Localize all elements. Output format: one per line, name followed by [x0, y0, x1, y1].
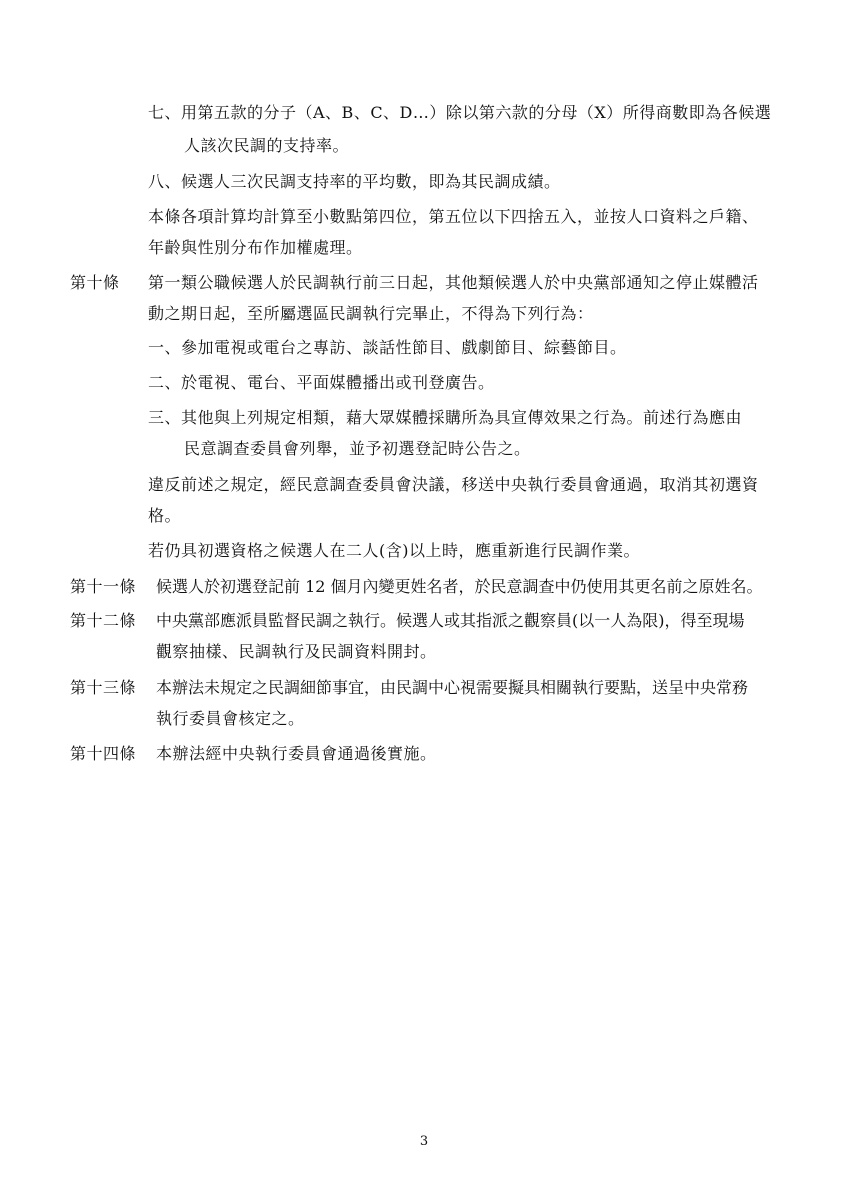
article-14-label: 第十四條: [70, 744, 137, 763]
article-10-line-1: 第一類公職候選人於民調執行前三日起，其他類候選人於中央黨部通知之停止媒體活: [148, 273, 759, 292]
article-10-violation-line-2: 格。: [148, 506, 182, 525]
article-10-violation-line-1: 違反前述之規定，經民意調查委員會決議，移送中央執行委員會通過，取消其初選資: [148, 475, 759, 494]
item-8: 八、候選人三次民調支持率的平均數，即為其民調成績。: [148, 172, 561, 191]
article-11-label: 第十一條: [70, 577, 137, 596]
article-11-line-1: 候選人於初選登記前 12 個月內變更姓名者，於民意調查中仍使用其更名前之原姓名。: [156, 577, 763, 596]
article-10-label: 第十條: [70, 273, 120, 292]
article-14-line-1: 本辦法經中央執行委員會通過後實施。: [156, 744, 437, 763]
article-10-line-2: 動之期日起，至所屬選區民調執行完畢止，不得為下列行為：: [148, 304, 594, 323]
article-10-sub-1: 一、參加電視或電台之專訪、談話性節目、戲劇節目、綜藝節目。: [148, 338, 627, 357]
article-12-line-2: 觀察抽樣、民調執行及民調資料開封。: [156, 642, 437, 661]
article-13-line-2: 執行委員會核定之。: [156, 709, 305, 728]
article-13-line-1: 本辦法未規定之民調細節事宜，由民調中心視需要擬具相關執行要點，送呈中央常務: [156, 678, 749, 697]
article-10-sub-3-line-2: 民意調查委員會列舉，並予初選登記時公告之。: [184, 439, 531, 458]
calc-note-line-1: 本條各項計算均計算至小數點第四位，第五位以下四捨五入，並按人口資料之戶籍、: [148, 207, 759, 226]
article-12-label: 第十二條: [70, 611, 137, 630]
calc-note-line-2: 年齡與性別分布作加權處理。: [148, 238, 363, 257]
article-10-sub-3-line-1: 三、其他與上列規定相類，藉大眾媒體採購所為具宣傳效果之行為。前述行為應由: [148, 408, 743, 427]
page-number: 3: [419, 1134, 429, 1149]
article-13-label: 第十三條: [70, 678, 137, 697]
article-10-redo: 若仍具初選資格之候選人在二人(含)以上時，應重新進行民調作業。: [148, 541, 640, 560]
article-10-sub-2: 二、於電視、電台、平面媒體播出或刊登廣告。: [148, 373, 495, 392]
article-12-line-1: 中央黨部應派員監督民調之執行。候選人或其指派之觀察員(以一人為限)，得至現場: [156, 611, 745, 630]
item-7-line-2: 人該次民調的支持率。: [184, 136, 350, 155]
item-7-line-1: 七、用第五款的分子（A、B、C、D…）除以第六款的分母（X）所得商數即為各候選: [148, 103, 772, 122]
